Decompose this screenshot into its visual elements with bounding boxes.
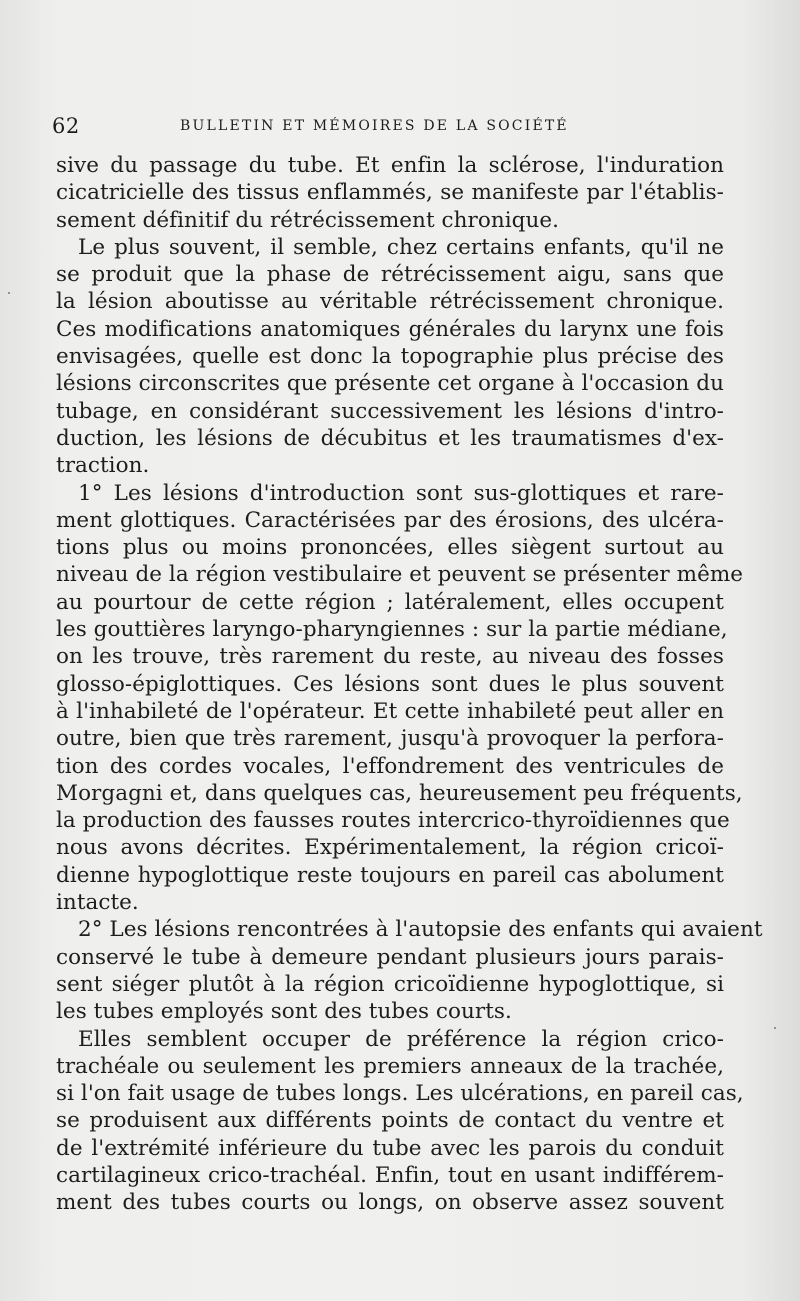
text-line: la production des fausses routes intercrico-thyroïdiennes que bbox=[56, 808, 730, 834]
text-line: conservé le tube à demeure pendant plusieurs jours parais- bbox=[56, 944, 724, 970]
text-line: dienne hypoglottique reste toujours en pareil cas abolument bbox=[56, 862, 724, 888]
text-line: sive du passage du tube. Et enfin la sclérose, l'induration bbox=[56, 153, 724, 178]
text-line: ment glottiques. Caractérisées par des érosions, des ulcéra- bbox=[56, 507, 724, 533]
text-line: Ces modifications anatomiques générales du larynx une fois bbox=[56, 316, 724, 342]
text-line: tions plus ou moins prononcées, elles siègent surtout au bbox=[56, 535, 724, 561]
text-line: niveau de la région vestibulaire et peuvent se présenter même bbox=[56, 562, 744, 588]
text-line: nous avons décrites. Expérimentalement, la région cricoï- bbox=[56, 835, 724, 861]
text-line: les gouttières laryngo-pharyngiennes : sur la partie médiane, bbox=[56, 617, 728, 643]
text-line: se produit que la phase de rétrécissement aigu, sans que bbox=[56, 262, 724, 288]
text-line: se produisent aux différents points de contact du ventre et bbox=[56, 1108, 724, 1134]
text-line: intacte. bbox=[56, 890, 139, 916]
text-line: outre, bien que très rarement, jusqu'à provoquer la perfora- bbox=[56, 726, 724, 752]
text-line: trachéale ou seulement les premiers anneaux de la trachée, bbox=[56, 1053, 724, 1079]
print-speck bbox=[774, 1027, 776, 1029]
text-line: tubage, en considérant successivement les lésions d'intro- bbox=[56, 398, 724, 424]
text-line: Morgagni et, dans quelques cas, heureusement peu fréquents, bbox=[56, 780, 743, 806]
page-number: 62 bbox=[52, 114, 80, 138]
text-line: ment des tubes courts ou longs, on observe assez souvent bbox=[56, 1190, 724, 1216]
text-line: les tubes employés sont des tubes courts. bbox=[56, 999, 512, 1025]
text-line: sent siéger plutôt à la région cricoïdienne hypoglottique, si bbox=[56, 971, 724, 997]
text-line: tion des cordes vocales, l'effondrement des ventricules de bbox=[56, 753, 724, 779]
body-text bbox=[56, 152, 763, 1217]
text-line: traction. bbox=[56, 453, 150, 479]
text-line: cartilagineux crico-trachéal. Enfin, tout en usant indifférem- bbox=[56, 1162, 724, 1188]
text-line: la lésion aboutisse au véritable rétrécissement chronique. bbox=[56, 289, 724, 315]
text-line: glosso-épiglottiques. Ces lésions sont dues le plus souvent bbox=[56, 671, 724, 697]
text-line: de l'extrémité inférieure du tube avec les parois du conduit bbox=[56, 1135, 724, 1161]
text-line: duction, les lésions de décubitus et les traumatismes d'ex- bbox=[56, 425, 724, 451]
text-line: cicatricielle des tissus enflammés, se manifeste par l'établis- bbox=[56, 180, 724, 206]
text-line: lésions circonscrites que présente cet organe à l'occasion du bbox=[56, 371, 724, 397]
text-line: au pourtour de cette région ; latéralement, elles occupent bbox=[56, 589, 724, 615]
text-line: 2° Les lésions rencontrées à l'autopsie des enfants qui avaient bbox=[78, 917, 763, 943]
text-line: à l'inhabileté de l'opérateur. Et cette inhabileté peut aller en bbox=[56, 698, 724, 724]
text-line: sement définitif du rétrécissement chronique. bbox=[56, 207, 560, 233]
text-line: Le plus souvent, il semble, chez certains enfants, qu'il ne bbox=[78, 234, 724, 260]
text-line: si l'on fait usage de tubes longs. Les ulcérations, en pareil cas, bbox=[56, 1081, 744, 1107]
text-line: 1° Les lésions d'introduction sont sus-glottiques et rare- bbox=[78, 480, 724, 506]
text-line: envisagées, quelle est donc la topographie plus précise des bbox=[56, 344, 724, 370]
text-line: Elles semblent occuper de préférence la région crico- bbox=[78, 1026, 724, 1052]
running-head: BULLETIN ET MÉMOIRES DE LA SOCIÉTÉ bbox=[180, 118, 569, 134]
text-line: on les trouve, très rarement du reste, au niveau des fosses bbox=[56, 644, 724, 670]
page-header bbox=[52, 110, 752, 140]
print-speck bbox=[8, 292, 10, 294]
